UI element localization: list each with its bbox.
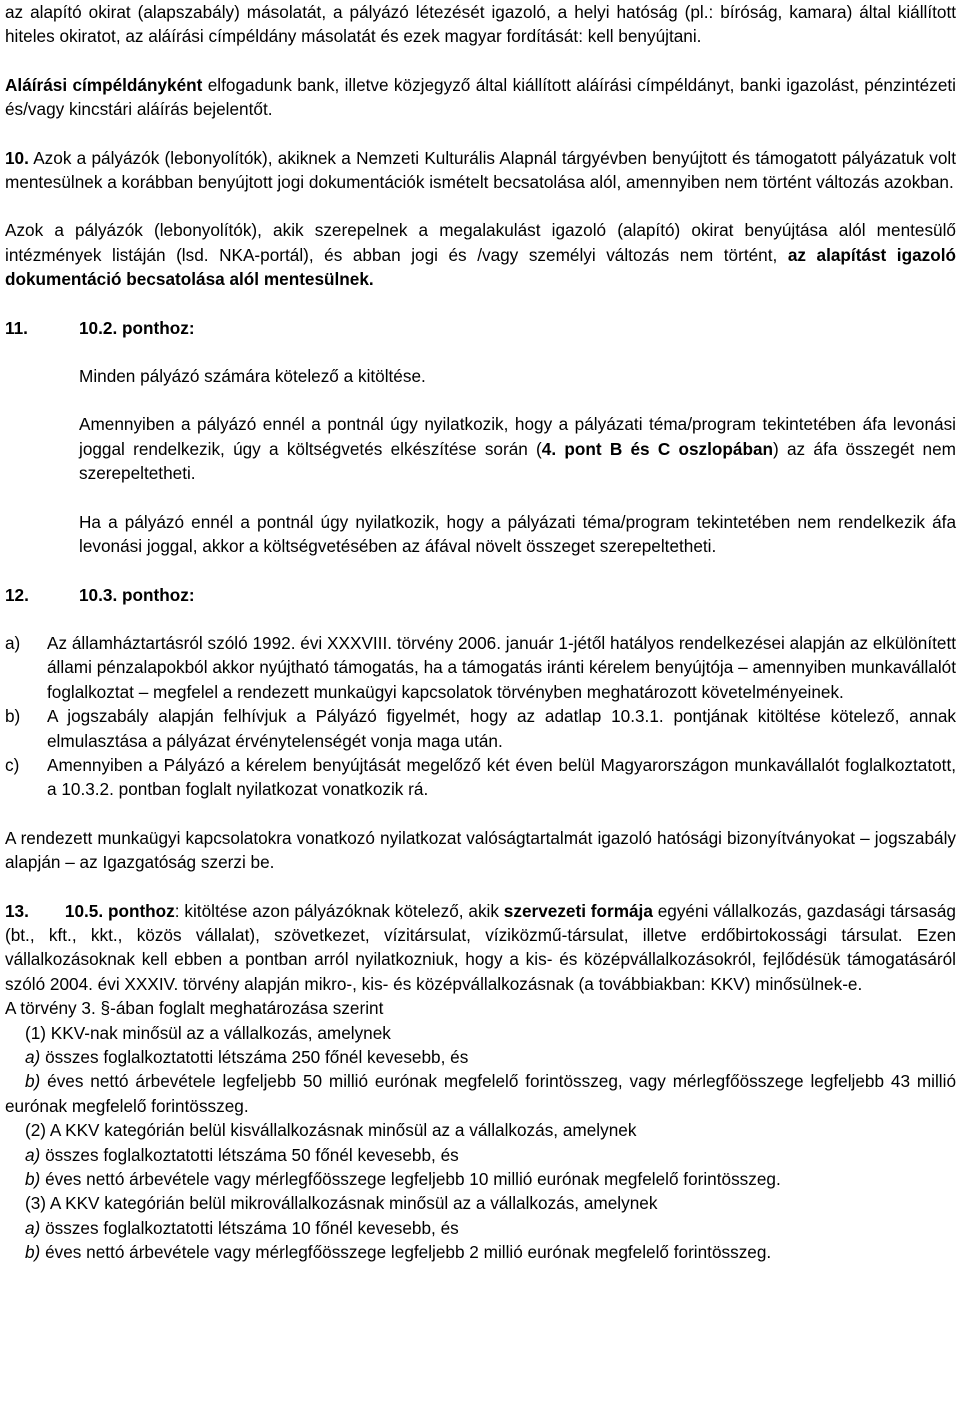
- list-item-label: c): [5, 754, 20, 775]
- section-11-vat-deductible: [79, 412, 956, 485]
- section-11-vat-nondeductible: Ha a pályázó ennél a pontnál úgy nyilatkozik, hogy a pályázati téma/program tekintetében nem rendelkezik áfa levonási joggal, akkor a költségvetésében az áfával növelt összeget szerepeltetheti.: [79, 511, 956, 557]
- section-11-label: 10.2. ponthoz:: [79, 317, 195, 338]
- kkv-3a-label: a): [25, 1217, 41, 1238]
- list-item-text: A jogszabály alapján felhívjuk a Pályázó figyelmét, hogy az adatlap 10.3.1. pontjának kitöltése kötelező, annak elmulasztása a pályázat érvénytelenségét vonja maga után.: [47, 706, 956, 751]
- section-11-heading: [5, 316, 956, 340]
- list-item-label: b): [5, 706, 21, 727]
- kkv-1a-label: a): [25, 1047, 41, 1067]
- list-item: [5, 704, 956, 753]
- exempt-institutions-text: Azok a pályázók (lebonyolítók), akik szerepelnek a megalakulást igazoló (alapító) okirat benyújtása alól mentesülő intézmények listáján (lsd. NKA-portál), és abban jogi és /vagy személyi változás nem történt,: [5, 220, 956, 265]
- kkv-definition-2: (2) A KKV kategórián belül kisvállalkozásnak minősül az a vállalkozás, amelynek: [25, 1120, 637, 1141]
- kkv-3a-text: összes foglalkoztatotti létszáma 10 főnél kevesebb, és: [40, 1217, 459, 1238]
- kkv-definition-3b: [25, 1240, 956, 1264]
- section-13-number: 13.: [5, 900, 29, 921]
- signature-specimen-text: elfogadunk bank, illetve közjegyző által kiállított aláírási címpéldányt, banki igazolást, pénzintézeti és/vagy kincstári aláírás bejelentőt.: [5, 74, 956, 120]
- kkv-definition-2a: [25, 1143, 956, 1167]
- section-10-text: Azok a pályázók (lebonyolítók), akiknek a Nemzeti Kulturális Alapnál tárgyévben benyújtott és támogatott pályázatuk volt mentesülnek a korábban benyújtott jogi dokumentációk ismételt becsatolása alól, amennyiben nem történt változás azokban.: [5, 147, 956, 193]
- kkv-2b-text: éves nettó árbevétele vagy mérlegfőösszege legfeljebb 10 millió eurónak megfelelő forintösszeg.: [40, 1169, 781, 1190]
- section-10-paragraph: [5, 146, 956, 195]
- section-12-number: 12.: [5, 584, 29, 605]
- paragraph-signature-specimen: [5, 73, 956, 122]
- vat-deductible-text-a: Amennyiben a pályázó ennél a pontnál úgy nyilatkozik, hogy a pályázati téma/program tekintetében áfa levonási joggal rendelkezik, úgy a költségvetés elkészítése során (: [79, 414, 956, 459]
- section-13-text-2: egyéni vállalkozás, gazdasági társaság (bt., kft., kkt., közös vállalat), szövetkezet, vízitársulat, víziközmű-társulat, illetve erdőbirtokossági társulat. Ezen vállalkozásoknak kell ebben a pontban arról nyilatkozniuk, hogy a kis- és középvállalkozásokról, fejlődésük támogatásáról szóló 2004. évi XXXIV. törvény alapján mikro-, kis- és középvállalkozásnak (a továbbiakban: KKV) minősülnek-e.: [5, 900, 956, 994]
- section-13-text-1: : kitöltése azon pályázóknak kötelező, akik: [174, 900, 504, 921]
- kkv-1b-text: éves nettó árbevétele legfeljebb 50 millió eurónak megfelelő forintösszeg, vagy mérlegfőösszege legfeljebb 43 millió eurónak megfelelő forintösszeg.: [5, 1071, 956, 1116]
- kkv-definition-2b: [5, 1167, 956, 1191]
- kkv-1b-label: b): [25, 1071, 41, 1092]
- section-11-mandatory: Minden pályázó számára kötelező a kitöltése.: [79, 366, 426, 387]
- list-item: [5, 753, 956, 802]
- vat-deductible-bold: 4. pont B és C oszlopában: [541, 438, 774, 459]
- list-item-label: a): [5, 632, 21, 653]
- signature-specimen-term: Aláírási címpéldányként: [5, 74, 203, 95]
- kkv-3b-label: b): [25, 1242, 41, 1263]
- section-13-paragraph: [5, 899, 956, 997]
- section-11-number: 11.: [5, 317, 28, 338]
- kkv-definition-1: (1) KKV-nak minősül az a vállalkozás, amelynek: [25, 1022, 391, 1043]
- section-13-bold-form: szervezeti formája: [503, 900, 653, 921]
- kkv-definition-1b: [5, 1069, 956, 1118]
- section-13-label: 10.5. ponthoz: [64, 900, 175, 921]
- kkv-2a-label: a): [25, 1144, 41, 1165]
- kkv-2a-text: összes foglalkoztatotti létszáma 50 főnél kevesebb, és: [40, 1144, 459, 1165]
- vat-deductible-text-c: ) az áfa összegét nem szerepeltetheti.: [79, 438, 956, 484]
- section-10-number: 10.: [5, 147, 29, 168]
- law-definition-intro: A törvény 3. §-ában foglalt meghatározása szerint: [5, 998, 384, 1019]
- paragraph-exempt-institutions: [5, 218, 956, 291]
- kkv-definition-3a: [25, 1216, 956, 1240]
- kkv-2b-label: b): [25, 1169, 41, 1190]
- kkv-definition-1a: [25, 1045, 956, 1069]
- section-12-heading: [5, 583, 956, 607]
- paragraph-documents-required: az alapító okirat (alapszabály) másolatát, a pályázó létezését igazoló, a helyi hatóság (pl.: bíróság, kamara) által kiállított hiteles okiratot, az aláírási címpéldány másolatát és ezek magyar fordítását: kell benyújtani.: [5, 2, 956, 47]
- section-12-label: 10.3. ponthoz:: [79, 584, 195, 605]
- kkv-definition-3: (3) A KKV kategórián belül mikrovállalkozásnak minősül az a vállalkozás, amelynek: [25, 1193, 658, 1214]
- list-item-text: Az államháztartásról szóló 1992. évi XXXVIII. törvény 2006. január 1-jétől hatályos rendelkezései alapján az elkülönített állami pénzalapokból akkor nyújtható támogatás, ha a támogatás iránti kérelem benyújtója – amennyiben munkavállalót foglalkoztat – megfelel a rendezett munkaügyi kapcsolatok törvényben meghatározott követelményeinek.: [47, 632, 956, 702]
- list-item: [5, 631, 956, 704]
- section-12-certificate-note: A rendezett munkaügyi kapcsolatokra vonatkozó nyilatkozat valóságtartalmát igazoló hatósági bizonyítványokat – jogszabály alapján – az Igazgatóság szerzi be.: [5, 827, 956, 873]
- kkv-3b-text: éves nettó árbevétele vagy mérlegfőösszege legfeljebb 2 millió eurónak megfelelő forintösszeg.: [40, 1242, 772, 1263]
- exempt-institutions-bold: az alapítást igazoló dokumentáció becsatolása alól mentesülnek.: [5, 244, 956, 290]
- kkv-1a-text: összes foglalkoztatotti létszáma 250 főnél kevesebb, és: [40, 1047, 469, 1067]
- list-item-text: Amennyiben a Pályázó a kérelem benyújtását megelőző két éven belül Magyarországon munkavállalót foglalkoztatott, a 10.3.2. pontban foglalt nyilatkozat vonatkozik rá.: [47, 754, 956, 800]
